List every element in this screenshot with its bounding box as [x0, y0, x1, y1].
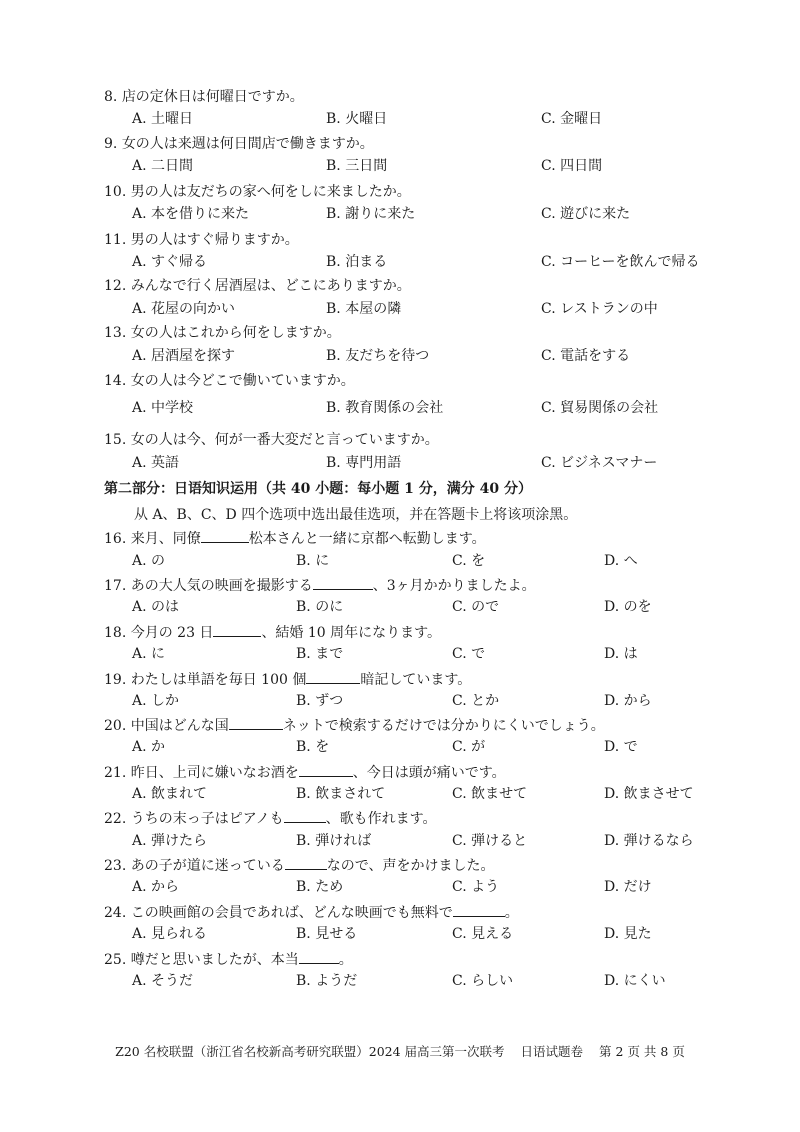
answer-option: A. 本を借りに来た: [132, 206, 250, 222]
question-number: 22.: [104, 811, 131, 827]
answer-option: A. 中学校: [132, 400, 194, 416]
question-text: 、3ヶ月かかりましたよ。: [372, 578, 536, 594]
answer-option: B. 火曜日: [326, 111, 388, 127]
question-text: 、歌も作れます。: [325, 811, 437, 827]
section-heading: 第二部分：日语知识运用（共 40 小题：每小题 1 分，满分 40 分）: [104, 481, 532, 497]
answer-option: A. すぐ帰る: [132, 254, 208, 270]
answer-option: B. まで: [296, 646, 344, 662]
question-stem: [104, 950, 353, 969]
answer-option: A. 二日間: [132, 158, 194, 174]
answer-blank: [229, 716, 283, 730]
answer-blank: [299, 763, 353, 777]
answer-option: A. 花屋の向かい: [132, 301, 236, 317]
answer-option: A. 飲まれて: [132, 786, 208, 802]
question-number: 10.: [104, 184, 131, 200]
answer-option: C. レストランの中: [541, 301, 658, 317]
question-text: 、今日は頭が痛いです。: [352, 765, 506, 781]
answer-option: A. か: [132, 739, 166, 755]
answer-blank: [299, 950, 339, 964]
answer-option: D. のを: [604, 599, 652, 615]
answer-option: A. に: [132, 646, 166, 662]
answer-option: B. を: [296, 739, 330, 755]
question-number: 11.: [104, 232, 131, 248]
question-text: 噂だと思いましたが、本当: [130, 952, 299, 968]
answer-option: C. を: [452, 553, 486, 569]
question-number: 20.: [104, 718, 131, 734]
question-text: わたしは単語を毎日 100 個: [130, 672, 307, 688]
question-stem: [104, 809, 437, 828]
question-text: この映画館の会員であれば、どんな映画でも無料で: [130, 905, 453, 921]
answer-option: B. 謝りに来た: [326, 206, 416, 222]
question-stem: [104, 88, 304, 106]
answer-option: B. 三日間: [326, 158, 388, 174]
question-text: あの大人気の映画を撮影する: [130, 578, 313, 594]
answer-option: C. 飲ませて: [452, 786, 528, 802]
answer-option: A. の: [132, 553, 166, 569]
answer-option: B. 本屋の隣: [326, 301, 402, 317]
answer-option: A. そうだ: [132, 973, 194, 989]
answer-blank: [284, 809, 326, 823]
question-text: 今月の 23 日: [130, 625, 214, 641]
question-text: なので、声をかけました。: [326, 858, 495, 874]
answer-option: A. 見られる: [132, 926, 208, 942]
answer-option: B. 飲まされて: [296, 786, 386, 802]
answer-option: D. は: [604, 646, 638, 662]
question-number: 24.: [104, 905, 131, 921]
answer-option: C. 遊びに来た: [541, 206, 631, 222]
answer-option: B. に: [296, 553, 330, 569]
question-number: 8.: [104, 89, 122, 105]
answer-option: D. で: [604, 739, 638, 755]
question-stem: [104, 431, 439, 449]
question-number: 14.: [104, 373, 131, 389]
answer-option: C. コーヒーを飲んで帰る: [541, 254, 700, 270]
answer-option: C. 電話をする: [541, 348, 631, 364]
question-stem: [104, 763, 506, 782]
question-number: 9.: [104, 136, 122, 152]
question-text: 、結婚 10 周年になります。: [261, 625, 442, 641]
question-stem: [104, 903, 519, 922]
page-number: 第 2 页 共 8 页: [599, 1044, 685, 1059]
answer-option: C. 四日間: [541, 158, 603, 174]
question-number: 21.: [104, 765, 131, 781]
question-text: 女の人は今、何が一番大変だと言っていますか。: [130, 432, 439, 448]
section-instruction: 从 A、B、C、D 四个选项中选出最佳选项，并在答题卡上将该项涂黑。: [134, 507, 578, 523]
question-stem: [104, 856, 494, 875]
question-number: 15.: [104, 432, 131, 448]
question-stem: [104, 324, 341, 342]
answer-option: C. 金曜日: [541, 111, 603, 127]
question-text: 店の定休日は何曜日ですか。: [121, 89, 304, 105]
question-stem: [104, 670, 471, 689]
answer-option: D. にくい: [604, 973, 666, 989]
question-text: あの子が道に迷っている: [130, 858, 285, 874]
question-text: 。: [504, 905, 519, 921]
answer-option: C. で: [452, 646, 486, 662]
question-text: 来月、同僚: [130, 531, 201, 547]
answer-option: B. 専門用語: [326, 455, 402, 471]
page-footer: [0, 1042, 800, 1060]
answer-option: A. のは: [132, 599, 180, 615]
question-text: 松本さんと一緒に京都へ転勤します。: [248, 531, 486, 547]
question-text: 男の人は友だちの家へ何をしに来ましたか。: [130, 184, 411, 200]
question-text: 女の人は今どこで働いていますか。: [130, 373, 355, 389]
answer-option: B. ずつ: [296, 693, 344, 709]
answer-option: C. とか: [452, 693, 500, 709]
answer-option: D. 飲まさせて: [604, 786, 694, 802]
answer-option: D. だけ: [604, 879, 652, 895]
answer-blank: [201, 529, 249, 543]
question-stem: [104, 716, 605, 735]
answer-option: C. が: [452, 739, 486, 755]
question-number: 25.: [104, 952, 131, 968]
question-text: 男の人はすぐ帰りますか。: [130, 232, 299, 248]
answer-option: B. のに: [296, 599, 344, 615]
answer-option: C. 貿易関係の会社: [541, 400, 659, 416]
question-number: 19.: [104, 672, 131, 688]
answer-option: A. 土曜日: [132, 111, 194, 127]
answer-option: D. から: [604, 693, 652, 709]
question-text: 女の人はこれから何をしますか。: [130, 325, 341, 341]
question-text: みんなで行く居酒屋は、どこにありますか。: [130, 278, 411, 294]
answer-blank: [453, 903, 505, 917]
question-stem: [104, 277, 411, 295]
question-text: ネットで検索するだけでは分かりにくいでしょう。: [282, 718, 605, 734]
question-stem: [104, 623, 441, 642]
answer-option: A. しか: [132, 693, 180, 709]
answer-option: B. 見せる: [296, 926, 358, 942]
question-number: 13.: [104, 325, 131, 341]
exam-title: Z20 名校联盟（浙江省名校新高考研究联盟）2024 届高三第一次联考: [115, 1044, 505, 1059]
answer-option: D. 見た: [604, 926, 652, 942]
answer-option: A. 英語: [132, 455, 180, 471]
question-number: 12.: [104, 278, 131, 294]
answer-option: A. 弾けたら: [132, 833, 208, 849]
subject-label: 日语试题卷: [520, 1044, 584, 1059]
answer-option: B. ようだ: [296, 973, 358, 989]
answer-option: D. 弾けるなら: [604, 833, 694, 849]
answer-blank: [306, 670, 360, 684]
question-stem: [104, 231, 299, 249]
question-number: 17.: [104, 578, 131, 594]
answer-option: C. ビジネスマナー: [541, 455, 658, 471]
question-text: 。: [338, 952, 353, 968]
question-text: 暗記しています。: [360, 672, 472, 688]
question-number: 18.: [104, 625, 131, 641]
answer-option: C. らしい: [452, 973, 514, 989]
answer-option: B. 泊まる: [326, 254, 388, 270]
answer-option: A. 居酒屋を探す: [132, 348, 236, 364]
answer-option: B. ため: [296, 879, 344, 895]
answer-option: D. へ: [604, 553, 638, 569]
question-stem: [104, 372, 355, 390]
question-stem: [104, 576, 536, 595]
answer-option: C. 見える: [452, 926, 514, 942]
question-text: 中国はどんな国: [130, 718, 229, 734]
question-stem: [104, 183, 411, 201]
question-stem: [104, 135, 374, 153]
question-stem: [104, 529, 486, 548]
answer-option: C. よう: [452, 879, 500, 895]
question-text: うちの末っ子はピアノも: [130, 811, 284, 827]
answer-blank: [213, 623, 261, 637]
answer-option: A. から: [132, 879, 180, 895]
question-text: 女の人は来週は何日間店で働きますか。: [121, 136, 374, 152]
question-number: 23.: [104, 858, 131, 874]
answer-blank: [313, 576, 373, 590]
answer-option: C. 弾けると: [452, 833, 528, 849]
question-number: 16.: [104, 531, 131, 547]
answer-blank: [285, 856, 327, 870]
answer-option: B. 弾ければ: [296, 833, 372, 849]
answer-option: B. 教育関係の会社: [326, 400, 444, 416]
answer-option: C. ので: [452, 599, 500, 615]
question-text: 昨日、上司に嫌いなお酒を: [130, 765, 299, 781]
answer-option: B. 友だちを待つ: [326, 348, 430, 364]
